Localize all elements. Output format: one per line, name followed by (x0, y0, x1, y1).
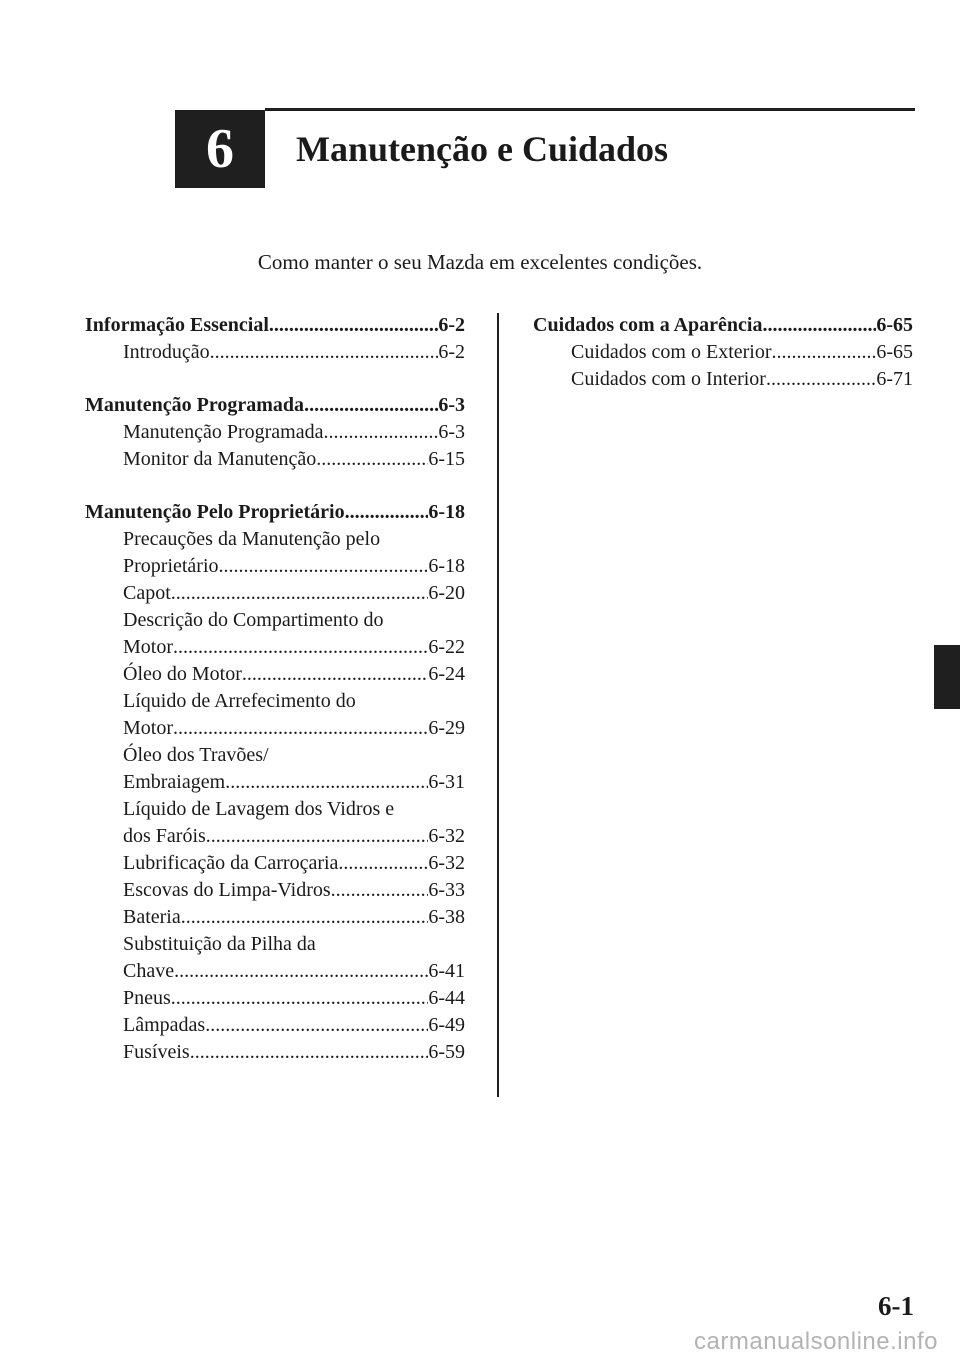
toc-item-page: 6-38 (428, 906, 465, 928)
toc-item-page: 6-32 (428, 825, 465, 847)
toc-item-title: Embraiagem (123, 771, 226, 793)
toc-item-leader (205, 1012, 428, 1039)
toc-section[interactable] (85, 392, 465, 419)
toc-item[interactable] (85, 823, 465, 850)
toc-item-title: Cuidados com o Interior (571, 368, 766, 390)
toc-item[interactable] (85, 661, 465, 688)
toc-item-title: Introdução (123, 341, 210, 363)
toc-item-page: 6-24 (428, 663, 465, 685)
toc-item-page: 6-2 (438, 341, 465, 363)
toc-item[interactable] (85, 580, 465, 607)
toc-section-page: 6-3 (438, 394, 465, 416)
toc-item-title: Bateria (123, 906, 181, 928)
toc-item-title: Óleo do Motor (123, 663, 242, 685)
toc-item[interactable] (533, 366, 913, 393)
toc-section-title: Cuidados com a Aparência (533, 314, 763, 336)
toc-item-title: Monitor da Manutenção (123, 448, 317, 470)
section-gap (85, 366, 465, 392)
toc-section-page: 6-18 (428, 501, 465, 523)
toc-item-title: Motor (123, 636, 173, 658)
toc-section[interactable] (533, 312, 913, 339)
toc-item-leader (219, 553, 429, 580)
toc-item-page: 6-29 (428, 717, 465, 739)
toc-left-column (85, 312, 465, 1066)
chapter-number: 6 (206, 118, 234, 180)
toc-item-page: 6-15 (428, 448, 465, 470)
toc-item[interactable] (533, 339, 913, 366)
toc-item[interactable] (85, 958, 465, 985)
toc-item-title: Pneus (123, 987, 171, 1009)
toc-item-leader (190, 1039, 429, 1066)
toc-item[interactable] (85, 850, 465, 877)
toc-item[interactable] (85, 985, 465, 1012)
toc-item[interactable] (85, 715, 465, 742)
toc-item-title: Chave (123, 960, 175, 982)
toc-section-title: Informação Essencial (85, 314, 269, 336)
toc-item-leader (210, 339, 439, 366)
chapter-title: Manutenção e Cuidados (296, 129, 669, 169)
toc-item-line[interactable]: Descrição do Compartimento do (123, 609, 384, 631)
chapter-thumb-tab (934, 645, 960, 709)
toc-item-title: Cuidados com o Exterior (571, 341, 772, 363)
toc-item-line[interactable]: Substituição da Pilha da (123, 933, 316, 955)
toc-item-page: 6-44 (428, 987, 465, 1009)
toc-item-title: Capot (123, 582, 171, 604)
toc-item[interactable] (85, 419, 465, 446)
toc-item-leader (181, 904, 429, 931)
toc-item-title: Lâmpadas (123, 1014, 206, 1036)
page-number: 6-1 (878, 1291, 914, 1321)
toc-item[interactable] (85, 339, 465, 366)
toc-section-leader (345, 499, 429, 526)
section-gap (85, 473, 465, 499)
toc-item-leader (316, 446, 428, 473)
toc-item-title: dos Faróis (123, 825, 206, 847)
toc-item-leader (225, 769, 428, 796)
toc-item-line[interactable]: Precauções da Manutenção pelo (123, 528, 381, 550)
toc-item-page: 6-22 (428, 636, 465, 658)
toc-section-leader (762, 312, 876, 339)
toc-item-leader (772, 339, 877, 366)
chapter-subtitle: Como manter o seu Mazda em excelentes condições. (257, 250, 703, 274)
toc-item-page: 6-20 (428, 582, 465, 604)
toc-section-title: Manutenção Programada (85, 394, 305, 416)
toc-item-page: 6-49 (428, 1014, 465, 1036)
column-divider (497, 313, 499, 1097)
toc-item-leader (242, 661, 428, 688)
toc-item-leader (173, 715, 428, 742)
toc-section-leader (304, 392, 438, 419)
toc-item-title: Proprietário (123, 555, 219, 577)
toc-item-page: 6-33 (428, 879, 465, 901)
toc-item-page: 6-3 (438, 421, 465, 443)
toc-item-title: Escovas do Limpa-Vidros (123, 879, 331, 901)
toc-item-leader (171, 580, 429, 607)
toc-item-page: 6-31 (428, 771, 465, 793)
toc-item-page: 6-65 (876, 341, 913, 363)
toc-item-leader (174, 958, 428, 985)
toc-item[interactable] (85, 769, 465, 796)
toc-item-line[interactable]: Líquido de Lavagem dos Vidros e (123, 798, 395, 820)
toc-item-leader (173, 634, 428, 661)
toc-right-column (533, 312, 913, 393)
toc-item[interactable] (85, 1012, 465, 1039)
toc-item[interactable] (85, 877, 465, 904)
toc-section-title: Manutenção Pelo Proprietário (85, 501, 345, 523)
toc-item-line[interactable]: Líquido de Arrefecimento do (123, 690, 356, 712)
toc-item[interactable] (85, 553, 465, 580)
toc-item-leader (766, 366, 876, 393)
toc-section-page: 6-65 (876, 314, 913, 336)
toc-item-title: Manutenção Programada (123, 421, 324, 443)
toc-item-leader (338, 850, 428, 877)
toc-item-leader (171, 985, 429, 1012)
toc-item[interactable] (85, 904, 465, 931)
toc-item-title: Fusíveis (123, 1041, 190, 1063)
toc-item-leader (206, 823, 429, 850)
watermark: carmanualsonline.info (694, 1328, 938, 1355)
toc-item-leader (323, 419, 438, 446)
chapter-number-box (175, 110, 265, 188)
toc-section[interactable] (85, 499, 465, 526)
toc-section-page: 6-2 (438, 314, 465, 336)
toc-item[interactable] (85, 446, 465, 473)
toc-item[interactable] (85, 634, 465, 661)
toc-item-page: 6-59 (428, 1041, 465, 1063)
toc-item-leader (331, 877, 429, 904)
toc-item-page: 6-18 (428, 555, 465, 577)
toc-item-page: 6-71 (876, 368, 913, 390)
toc-item-title: Lubrificação da Carroçaria (123, 852, 339, 874)
toc-item-page: 6-41 (428, 960, 465, 982)
toc-section-leader (269, 312, 438, 339)
toc-item[interactable] (85, 1039, 465, 1066)
toc-section[interactable] (85, 312, 465, 339)
toc-item-title: Motor (123, 717, 173, 739)
chapter-header-rule (265, 108, 915, 111)
toc-item-line[interactable]: Óleo dos Travões/ (123, 744, 269, 766)
toc-item-page: 6-32 (428, 852, 465, 874)
